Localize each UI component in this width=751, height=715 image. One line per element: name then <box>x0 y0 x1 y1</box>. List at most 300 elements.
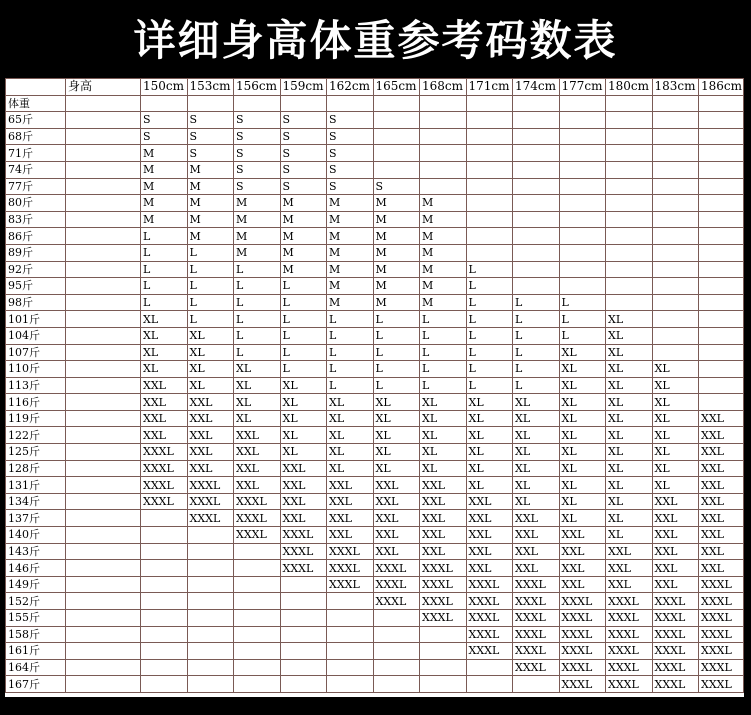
size-cell: S <box>280 145 327 162</box>
size-cell: XXXL <box>187 477 234 494</box>
size-cell: S <box>280 128 327 145</box>
size-cell <box>234 643 281 660</box>
table-row <box>6 278 744 295</box>
size-cell: L <box>466 377 513 394</box>
weight-cell: 155斤 <box>6 610 66 627</box>
size-cell: M <box>280 228 327 245</box>
table-row <box>6 261 744 278</box>
size-cell: XXXL <box>652 593 699 610</box>
size-cell <box>141 610 188 627</box>
size-cell: L <box>327 311 374 328</box>
size-cell: XL <box>280 377 327 394</box>
table-row <box>6 145 744 162</box>
table-row <box>6 477 744 494</box>
size-cell: M <box>280 195 327 212</box>
size-cell: L <box>420 377 467 394</box>
size-cell: XL <box>606 327 653 344</box>
empty-cell <box>513 95 560 112</box>
size-cell: XL <box>559 493 606 510</box>
size-cell: L <box>373 327 420 344</box>
size-cell: M <box>280 244 327 261</box>
empty-cell <box>66 261 141 278</box>
size-cell: XL <box>141 344 188 361</box>
empty-cell <box>559 95 606 112</box>
size-cell: XXXL <box>513 576 560 593</box>
size-cell: L <box>234 261 281 278</box>
size-cell: XXL <box>559 527 606 544</box>
size-cell: L <box>280 294 327 311</box>
size-cell <box>187 659 234 676</box>
empty-cell <box>66 410 141 427</box>
table-row <box>6 460 744 477</box>
size-cell <box>652 112 699 129</box>
size-cell: XXXL <box>187 493 234 510</box>
size-cell: M <box>141 178 188 195</box>
size-cell: XXL <box>699 510 744 527</box>
size-cell <box>420 178 467 195</box>
size-cell <box>559 228 606 245</box>
size-cell: XXXL <box>280 527 327 544</box>
size-cell <box>699 278 744 295</box>
size-cell: XL <box>141 361 188 378</box>
size-cell: S <box>234 161 281 178</box>
size-cell: XL <box>141 311 188 328</box>
height-header-cell: 159cm <box>280 79 327 96</box>
size-cell: L <box>559 327 606 344</box>
size-cell <box>699 195 744 212</box>
size-cell: S <box>327 145 374 162</box>
corner-cell <box>6 79 66 96</box>
size-cell: XXXL <box>466 626 513 643</box>
size-cell: XL <box>187 377 234 394</box>
size-cell <box>141 543 188 560</box>
weight-cell: 80斤 <box>6 195 66 212</box>
height-header-cell: 186cm <box>699 79 744 96</box>
size-cell: XXXL <box>513 643 560 660</box>
empty-cell <box>66 493 141 510</box>
empty-cell <box>652 95 699 112</box>
size-cell: L <box>280 344 327 361</box>
size-cell: XL <box>652 377 699 394</box>
size-cell <box>234 610 281 627</box>
size-cell <box>513 145 560 162</box>
size-cell: XXL <box>466 527 513 544</box>
size-cell: L <box>466 344 513 361</box>
size-cell <box>652 261 699 278</box>
size-cell: M <box>280 261 327 278</box>
size-cell: XXXL <box>652 659 699 676</box>
empty-cell <box>66 593 141 610</box>
size-cell <box>187 560 234 577</box>
size-cell <box>466 211 513 228</box>
size-cell <box>606 195 653 212</box>
size-cell <box>559 128 606 145</box>
table-row <box>6 178 744 195</box>
size-cell: XXXL <box>141 493 188 510</box>
size-cell: XXL <box>234 460 281 477</box>
size-cell <box>141 593 188 610</box>
size-cell: L <box>327 377 374 394</box>
size-cell <box>559 278 606 295</box>
size-cell: L <box>513 294 560 311</box>
size-cell: XXXL <box>420 560 467 577</box>
size-cell: XXL <box>420 510 467 527</box>
table-row <box>6 195 744 212</box>
size-cell <box>699 145 744 162</box>
table-row <box>6 311 744 328</box>
size-cell: S <box>141 112 188 129</box>
size-cell: XL <box>373 427 420 444</box>
size-cell: XXL <box>606 543 653 560</box>
size-cell: XXXL <box>466 593 513 610</box>
size-cell: XXXL <box>141 444 188 461</box>
empty-cell <box>66 576 141 593</box>
empty-cell <box>66 95 141 112</box>
size-cell <box>559 211 606 228</box>
size-cell: S <box>327 128 374 145</box>
size-cell <box>699 244 744 261</box>
size-cell: XL <box>606 311 653 328</box>
size-cell: M <box>420 294 467 311</box>
size-cell <box>559 161 606 178</box>
size-cell <box>652 344 699 361</box>
size-cell: L <box>513 377 560 394</box>
size-cell: M <box>187 211 234 228</box>
size-cell: L <box>141 278 188 295</box>
size-cell: XL <box>652 444 699 461</box>
size-cell: XXL <box>606 576 653 593</box>
size-cell: XL <box>559 377 606 394</box>
weight-cell: 140斤 <box>6 527 66 544</box>
weight-cell: 113斤 <box>6 377 66 394</box>
size-cell <box>187 676 234 693</box>
empty-cell <box>280 95 327 112</box>
size-cell: XL <box>606 344 653 361</box>
size-cell <box>652 228 699 245</box>
size-cell: M <box>373 228 420 245</box>
table-row <box>6 593 744 610</box>
height-header-cell: 168cm <box>420 79 467 96</box>
size-cell: M <box>420 228 467 245</box>
empty-cell <box>141 95 188 112</box>
size-cell: L <box>327 361 374 378</box>
size-cell: M <box>234 244 281 261</box>
size-cell: L <box>234 278 281 295</box>
size-cell <box>466 128 513 145</box>
size-cell <box>559 244 606 261</box>
weight-label-row <box>6 95 744 112</box>
size-cell <box>280 593 327 610</box>
height-header-cell: 153cm <box>187 79 234 96</box>
size-cell <box>466 195 513 212</box>
size-cell <box>373 128 420 145</box>
weight-cell: 92斤 <box>6 261 66 278</box>
size-cell: XXXL <box>466 610 513 627</box>
size-cell <box>327 643 374 660</box>
size-cell: XL <box>187 327 234 344</box>
weight-cell: 101斤 <box>6 311 66 328</box>
size-cell: XXL <box>652 493 699 510</box>
size-cell <box>280 610 327 627</box>
size-cell: XXXL <box>652 643 699 660</box>
size-cell: L <box>466 278 513 295</box>
size-cell: M <box>234 211 281 228</box>
size-cell: L <box>327 327 374 344</box>
size-cell: L <box>327 344 374 361</box>
size-cell <box>420 626 467 643</box>
size-cell: M <box>373 211 420 228</box>
size-cell: XXXL <box>606 643 653 660</box>
size-cell: XXXL <box>699 593 744 610</box>
table-row <box>6 377 744 394</box>
size-cell <box>652 211 699 228</box>
size-cell: XL <box>606 510 653 527</box>
size-cell: L <box>141 294 188 311</box>
size-cell: M <box>234 195 281 212</box>
size-cell: XXXL <box>373 576 420 593</box>
size-cell: XXXL <box>280 560 327 577</box>
size-cell: XL <box>373 394 420 411</box>
size-cell <box>513 211 560 228</box>
size-cell <box>513 178 560 195</box>
empty-cell <box>66 560 141 577</box>
size-cell: XXXL <box>559 643 606 660</box>
size-cell <box>187 593 234 610</box>
size-cell: XXL <box>373 527 420 544</box>
table-row <box>6 510 744 527</box>
size-cell: M <box>187 228 234 245</box>
table-row <box>6 576 744 593</box>
size-cell <box>606 112 653 129</box>
empty-cell <box>66 427 141 444</box>
size-cell: XXXL <box>420 576 467 593</box>
empty-cell <box>66 510 141 527</box>
size-cell: XL <box>327 444 374 461</box>
size-cell: S <box>234 178 281 195</box>
size-cell: XL <box>141 327 188 344</box>
size-cell: XXL <box>280 477 327 494</box>
size-cell <box>373 626 420 643</box>
empty-cell <box>66 311 141 328</box>
size-cell <box>141 510 188 527</box>
size-cell: S <box>280 112 327 129</box>
size-cell: XXXL <box>652 676 699 693</box>
size-cell: L <box>280 311 327 328</box>
size-cell: M <box>327 294 374 311</box>
weight-cell: 161斤 <box>6 643 66 660</box>
empty-cell <box>66 195 141 212</box>
size-cell: XXL <box>187 460 234 477</box>
size-cell: L <box>280 278 327 295</box>
size-cell: XXXL <box>513 610 560 627</box>
size-cell: M <box>327 261 374 278</box>
size-cell <box>559 178 606 195</box>
size-cell: XL <box>234 361 281 378</box>
size-cell: XXL <box>420 543 467 560</box>
size-cell <box>187 543 234 560</box>
size-cell: XXL <box>187 444 234 461</box>
table-row <box>6 659 744 676</box>
empty-cell <box>66 361 141 378</box>
size-cell: M <box>187 195 234 212</box>
size-cell <box>234 593 281 610</box>
weight-cell: 125斤 <box>6 444 66 461</box>
size-cell: XXXL <box>234 510 281 527</box>
size-cell: S <box>141 128 188 145</box>
page-title: 详细身高体重参考码数表 <box>133 16 618 65</box>
size-cell <box>513 161 560 178</box>
size-cell: XXXL <box>466 643 513 660</box>
weight-cell: 167斤 <box>6 676 66 693</box>
size-cell: L <box>373 311 420 328</box>
size-cell: XL <box>280 394 327 411</box>
empty-cell <box>66 543 141 560</box>
weight-cell: 86斤 <box>6 228 66 245</box>
size-cell: XXL <box>699 477 744 494</box>
size-cell: M <box>141 145 188 162</box>
size-cell: L <box>466 327 513 344</box>
size-cell: M <box>234 228 281 245</box>
size-cell: XXL <box>141 394 188 411</box>
size-cell: L <box>513 361 560 378</box>
size-cell: XL <box>466 410 513 427</box>
size-cell <box>652 244 699 261</box>
size-cell <box>466 676 513 693</box>
table-row <box>6 228 744 245</box>
size-cell: XL <box>606 377 653 394</box>
table-row <box>6 361 744 378</box>
size-cell <box>559 195 606 212</box>
size-cell: M <box>327 278 374 295</box>
weight-cell: 68斤 <box>6 128 66 145</box>
size-cell: XL <box>466 477 513 494</box>
size-cell <box>699 211 744 228</box>
table-row <box>6 128 744 145</box>
size-cell <box>513 676 560 693</box>
size-cell: L <box>420 327 467 344</box>
size-cell: XL <box>327 410 374 427</box>
weight-cell: 116斤 <box>6 394 66 411</box>
empty-cell <box>234 95 281 112</box>
size-cell: XL <box>466 394 513 411</box>
size-cell <box>373 145 420 162</box>
size-cell <box>652 161 699 178</box>
empty-cell <box>187 95 234 112</box>
size-cell: M <box>420 211 467 228</box>
empty-cell <box>66 278 141 295</box>
size-cell: S <box>187 112 234 129</box>
height-header-cell: 150cm <box>141 79 188 96</box>
size-cell: XXXL <box>327 560 374 577</box>
size-cell <box>606 211 653 228</box>
empty-cell <box>66 626 141 643</box>
empty-cell <box>66 128 141 145</box>
size-cell <box>280 676 327 693</box>
size-cell: XXL <box>652 560 699 577</box>
size-cell <box>420 676 467 693</box>
size-cell: XL <box>606 410 653 427</box>
size-cell: XL <box>420 394 467 411</box>
size-cell <box>652 128 699 145</box>
size-cell <box>513 244 560 261</box>
size-cell: L <box>280 361 327 378</box>
size-cell <box>699 344 744 361</box>
size-cell <box>699 361 744 378</box>
size-cell: L <box>420 361 467 378</box>
size-cell: M <box>141 161 188 178</box>
size-cell: XXL <box>420 477 467 494</box>
size-cell <box>187 643 234 660</box>
size-cell: L <box>187 311 234 328</box>
height-header-cell: 183cm <box>652 79 699 96</box>
size-cell <box>606 145 653 162</box>
size-cell <box>420 643 467 660</box>
size-cell: XXL <box>652 527 699 544</box>
size-cell: XL <box>327 427 374 444</box>
empty-cell <box>66 394 141 411</box>
size-cell: XL <box>652 477 699 494</box>
empty-cell <box>66 145 141 162</box>
size-cell: XXL <box>187 410 234 427</box>
size-cell: S <box>280 161 327 178</box>
size-cell <box>606 178 653 195</box>
size-cell: XL <box>559 444 606 461</box>
size-cell: XL <box>606 477 653 494</box>
size-cell: M <box>327 244 374 261</box>
size-cell: XXL <box>513 560 560 577</box>
size-cell <box>466 228 513 245</box>
size-cell: XL <box>373 444 420 461</box>
size-cell <box>699 161 744 178</box>
size-cell: XXXL <box>606 610 653 627</box>
empty-cell <box>66 112 141 129</box>
size-cell: XL <box>513 477 560 494</box>
size-cell: S <box>280 178 327 195</box>
size-cell <box>420 112 467 129</box>
size-cell: XL <box>513 444 560 461</box>
size-cell <box>606 228 653 245</box>
size-cell: XL <box>234 377 281 394</box>
weight-cell: 143斤 <box>6 543 66 560</box>
size-cell <box>420 145 467 162</box>
size-cell <box>373 643 420 660</box>
size-cell: XXL <box>559 560 606 577</box>
size-cell: XXL <box>559 576 606 593</box>
size-cell <box>373 161 420 178</box>
size-cell: XXXL <box>606 593 653 610</box>
size-cell: XL <box>280 427 327 444</box>
size-cell: XXL <box>280 493 327 510</box>
size-cell <box>699 377 744 394</box>
weight-cell: 104斤 <box>6 327 66 344</box>
weight-cell: 137斤 <box>6 510 66 527</box>
empty-cell <box>373 95 420 112</box>
empty-cell <box>606 95 653 112</box>
size-cell: XXXL <box>420 593 467 610</box>
size-cell <box>373 659 420 676</box>
size-cell: XXL <box>699 493 744 510</box>
size-cell <box>699 294 744 311</box>
weight-cell: 89斤 <box>6 244 66 261</box>
height-header-cell: 180cm <box>606 79 653 96</box>
size-cell: XXL <box>652 510 699 527</box>
size-cell <box>466 112 513 129</box>
size-cell: XL <box>327 460 374 477</box>
size-cell: M <box>373 244 420 261</box>
height-header-cell: 156cm <box>234 79 281 96</box>
size-cell: S <box>327 161 374 178</box>
size-cell <box>699 178 744 195</box>
